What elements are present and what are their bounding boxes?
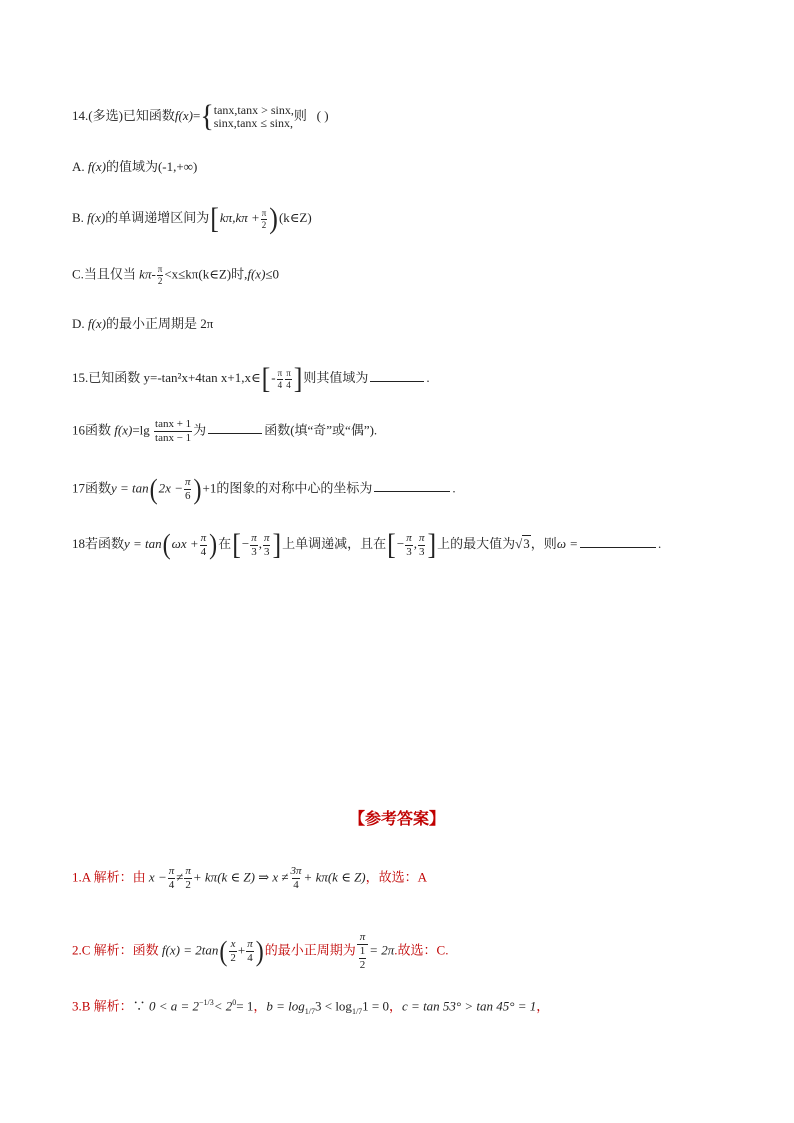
fraction-denominator: 3 bbox=[418, 545, 425, 558]
option-b-text: 的单调递增区间为 bbox=[105, 209, 210, 225]
q14-function-name: f(x) bbox=[174, 107, 193, 123]
q15-text-2: 则其值域为 bbox=[303, 369, 369, 385]
fraction-denominator: 3 bbox=[406, 545, 412, 558]
a3-b-log-2: 3 < log bbox=[314, 998, 352, 1014]
q15-expression: y=-tan²x+4tan x+1,x∈ bbox=[143, 369, 261, 385]
q14-stem: 14.(多选)已知函数 bbox=[72, 107, 175, 123]
q16-function: f(x) bbox=[114, 422, 133, 438]
q14-case-1: tanx,tanx > sinx, bbox=[213, 102, 294, 117]
q17-paren-right: ) bbox=[193, 473, 202, 506]
q18-text-3: 上单调递减，且在 bbox=[282, 535, 387, 551]
a1-math-3: + kπ(k ∈ Z) ⇒ x ≠ bbox=[192, 869, 289, 885]
q15-bracket-right: ] bbox=[293, 361, 303, 396]
a3-math-2: < 2 bbox=[213, 998, 233, 1014]
option-b-tail: (k∈Z) bbox=[278, 209, 312, 225]
fraction-numerator: π bbox=[359, 931, 366, 943]
option-c-text-3: ≤0 bbox=[265, 266, 280, 282]
q16-text-3: 函数(填“奇”或“偶”). bbox=[264, 422, 378, 438]
a3-comma-2: ， bbox=[389, 998, 403, 1014]
q18-bracket-2-left: [ bbox=[387, 527, 396, 562]
a2-fraction-2 bbox=[246, 939, 254, 964]
a3-because: ∵ bbox=[132, 998, 146, 1014]
fraction-numerator: x bbox=[230, 938, 236, 950]
q15-period: . bbox=[426, 369, 430, 385]
q16-text-1: 16函数 bbox=[72, 422, 115, 438]
q18-text-2: 在 bbox=[218, 535, 232, 551]
q18-inner: ωx + bbox=[171, 535, 199, 551]
a1-fraction-3 bbox=[290, 866, 303, 891]
fraction-numerator: π bbox=[251, 531, 257, 544]
fraction-denominator: 3 bbox=[263, 545, 270, 558]
a3-end-comma: ， bbox=[536, 998, 550, 1014]
q14-case-2: sinx,tanx ≤ sinx, bbox=[213, 116, 294, 130]
a2-inner-fraction bbox=[359, 946, 367, 971]
option-b-fraction bbox=[261, 209, 268, 230]
q15-answer-blank[interactable] bbox=[370, 381, 424, 382]
a3-exponent-zero: 0 bbox=[232, 998, 237, 1007]
q18-paren-left: ( bbox=[162, 529, 171, 561]
q18-fraction-5 bbox=[418, 533, 426, 558]
option-a-text: 的值域为(-1,+∞) bbox=[105, 159, 198, 174]
q15-minus: - bbox=[271, 369, 276, 385]
option-d-text: 的最小正周期是 2π bbox=[105, 316, 214, 331]
answer-2 bbox=[72, 932, 448, 971]
q15-fraction-2 bbox=[285, 369, 292, 390]
q17-fraction bbox=[184, 477, 192, 502]
a3-b-log-3: 1 = 0 bbox=[362, 998, 390, 1014]
q17-inner: 2x − bbox=[158, 480, 183, 496]
q18-answer-blank[interactable] bbox=[580, 547, 656, 548]
q17-period: . bbox=[452, 480, 456, 496]
q14-piecewise bbox=[200, 99, 294, 134]
q18-bracket-2-right: ] bbox=[427, 527, 437, 562]
fraction-denominator: 2 bbox=[261, 219, 267, 230]
q18-bracket-1-right: ] bbox=[272, 527, 282, 562]
fraction-numerator: π bbox=[406, 531, 412, 544]
q18-sqrt: √3 bbox=[515, 535, 530, 551]
option-b-label: B. bbox=[72, 209, 88, 225]
q18-text-4: 上的最大值为 bbox=[437, 535, 516, 551]
a2-math-1: f(x) = 2tan bbox=[161, 942, 219, 958]
option-b-paren-right: ) bbox=[269, 201, 278, 236]
fraction-denominator bbox=[357, 944, 369, 971]
a3-c-tan: c = tan 53° > tan 45° = 1 bbox=[402, 998, 537, 1014]
fraction-numerator: 3π bbox=[290, 865, 302, 877]
fraction-numerator: π bbox=[277, 367, 283, 378]
a1-fraction-1 bbox=[168, 866, 176, 891]
fraction-denominator: tanx − 1 bbox=[155, 432, 192, 444]
q18-fraction-4 bbox=[405, 533, 413, 558]
question-14 bbox=[72, 99, 329, 134]
a2-text-1: 2.C 解析：函数 bbox=[72, 942, 162, 958]
fraction-numerator: π bbox=[263, 531, 270, 544]
q16-answer-blank[interactable] bbox=[208, 433, 262, 434]
a2-plus: + bbox=[237, 942, 246, 958]
q15-text-1: 15.已知函数 bbox=[72, 369, 144, 385]
fraction-denominator: 6 bbox=[184, 490, 191, 502]
q18-text-5: ，则 bbox=[530, 535, 557, 551]
a3-b-log: b = log bbox=[266, 998, 305, 1014]
q16-equals-lg: =lg bbox=[132, 422, 154, 438]
fraction-numerator: π bbox=[157, 264, 163, 274]
option-c-function: f(x) bbox=[247, 266, 266, 282]
a1-text-1: 1.A 解析：由 bbox=[72, 869, 149, 885]
fraction-denominator: 4 bbox=[200, 545, 207, 558]
fraction-denominator: 4 bbox=[168, 879, 175, 891]
q17-text-2: +1的图象的对称中心的坐标为 bbox=[202, 480, 373, 496]
inner-numerator: 1 bbox=[359, 945, 366, 957]
fraction-denominator: 2 bbox=[230, 952, 236, 964]
fraction-numerator: π bbox=[168, 865, 175, 877]
q18-fraction bbox=[200, 533, 208, 558]
q16-fraction bbox=[154, 419, 192, 444]
inner-denominator: 2 bbox=[359, 959, 366, 971]
sqrt-radicand: 3 bbox=[523, 535, 530, 551]
a1-fraction-2 bbox=[184, 866, 192, 891]
q18-neg-2: − bbox=[396, 535, 405, 551]
option-b-function: f(x) bbox=[87, 209, 106, 225]
a1-text-2: ，故选：A bbox=[365, 869, 428, 885]
a3-exponent: −1/3 bbox=[198, 998, 214, 1007]
q18-expression: y = tan bbox=[124, 535, 162, 551]
option-c-text-2: <x≤kπ(k∈Z)时, bbox=[164, 266, 248, 282]
option-a-label: A. bbox=[72, 159, 88, 174]
option-d-function: f(x) bbox=[87, 316, 106, 331]
question-17 bbox=[72, 473, 456, 506]
option-a-function: f(x) bbox=[87, 159, 106, 174]
q18-text-1: 18若函数 bbox=[72, 535, 125, 551]
a1-neq: ≠ bbox=[176, 869, 184, 885]
answer-section-title: 【参考答案】 bbox=[348, 811, 445, 828]
answer-3 bbox=[72, 999, 549, 1016]
question-16 bbox=[72, 419, 377, 444]
fraction-denominator: 2 bbox=[185, 879, 191, 891]
question-15 bbox=[72, 361, 430, 396]
fraction-numerator: π bbox=[247, 938, 253, 950]
q14-equals: = bbox=[192, 107, 201, 123]
q14-answer-paren: ( ) bbox=[316, 107, 329, 123]
q18-paren-right: ) bbox=[209, 529, 218, 561]
fraction-denominator: 2 bbox=[157, 276, 163, 286]
q18-fraction-3 bbox=[263, 533, 271, 558]
fraction-numerator: π bbox=[184, 476, 191, 488]
a2-text-3: .故选：C. bbox=[394, 942, 449, 958]
option-d-label: D. bbox=[72, 316, 88, 331]
q18-neg-1: − bbox=[241, 535, 250, 551]
a2-paren-left: ( bbox=[219, 935, 228, 968]
a2-text-2: 的最小正周期为 bbox=[264, 942, 356, 958]
fraction-denominator: 4 bbox=[293, 879, 299, 891]
fraction-denominator: 3 bbox=[251, 545, 257, 558]
q14-option-c bbox=[72, 265, 279, 286]
q14-option-d bbox=[72, 317, 213, 330]
q17-text-1: 17函数 bbox=[72, 480, 112, 496]
q14-option-a bbox=[72, 160, 197, 173]
q14-suffix: 则 bbox=[293, 107, 307, 123]
fraction-denominator: 4 bbox=[247, 952, 253, 964]
question-18: 18若函数y = tan(ωx + $\frac{\pi}{4}$ )在[− $\frac{\pi}{3}$ , $\frac{\pi}{3}$ ]上单调递减，且在[− $\frac{\pi}{3}$ , $\frac{\pi}{3}$ ]上的最大值为√3，则ω = . bbox=[72, 527, 662, 562]
q18-fraction-2 bbox=[250, 533, 258, 558]
option-b-bracket-left: [ bbox=[210, 201, 219, 236]
a3-comma-1: ， bbox=[253, 998, 267, 1014]
q17-answer-blank[interactable] bbox=[374, 491, 450, 492]
a3-log-base-1: 1/7 bbox=[304, 1006, 315, 1016]
option-c-k: kπ- bbox=[139, 266, 156, 282]
fraction-denominator: 4 bbox=[277, 379, 283, 390]
a3-text-1: 3.B 解析： bbox=[72, 998, 133, 1014]
a2-equals: = 2π bbox=[369, 942, 395, 958]
fraction-numerator: π bbox=[200, 531, 207, 544]
fraction-numerator: π bbox=[418, 531, 425, 544]
q16-text-2: 为 bbox=[193, 422, 207, 438]
q14-option-b bbox=[72, 201, 312, 236]
option-c-fraction bbox=[157, 265, 164, 286]
q18-period: . bbox=[658, 535, 662, 551]
option-b-interval: kπ,kπ + bbox=[219, 209, 260, 225]
q18-omega: ω = bbox=[556, 535, 579, 551]
a3-math-3: = 1 bbox=[236, 998, 254, 1014]
fraction-numerator: tanx + 1 bbox=[155, 418, 192, 430]
q15-fraction-1 bbox=[277, 369, 284, 390]
option-c-text-1: C.当且仅当 bbox=[72, 266, 140, 282]
fraction-numerator: π bbox=[261, 207, 267, 218]
a2-paren-right: ) bbox=[255, 935, 264, 968]
fraction-denominator: 4 bbox=[286, 379, 291, 390]
a3-math-1: 0 < a = 2 bbox=[148, 998, 199, 1014]
fraction-numerator: π bbox=[286, 367, 291, 378]
q15-bracket-left: [ bbox=[261, 361, 271, 396]
q17-expression: y = tan bbox=[111, 480, 149, 496]
a2-fraction-1 bbox=[229, 939, 237, 964]
q18-bracket-1-left: [ bbox=[232, 527, 241, 562]
a1-math-4: + kπ(k ∈ Z) bbox=[303, 869, 366, 885]
q14-brace: { bbox=[200, 99, 214, 134]
fraction-numerator: π bbox=[185, 865, 191, 877]
answer-1 bbox=[72, 866, 427, 891]
q17-paren-left: ( bbox=[149, 473, 158, 506]
a1-math-1: x − bbox=[148, 869, 167, 885]
a3-log-base-2: 1/7 bbox=[351, 1006, 363, 1016]
a2-period-fraction bbox=[357, 932, 369, 971]
